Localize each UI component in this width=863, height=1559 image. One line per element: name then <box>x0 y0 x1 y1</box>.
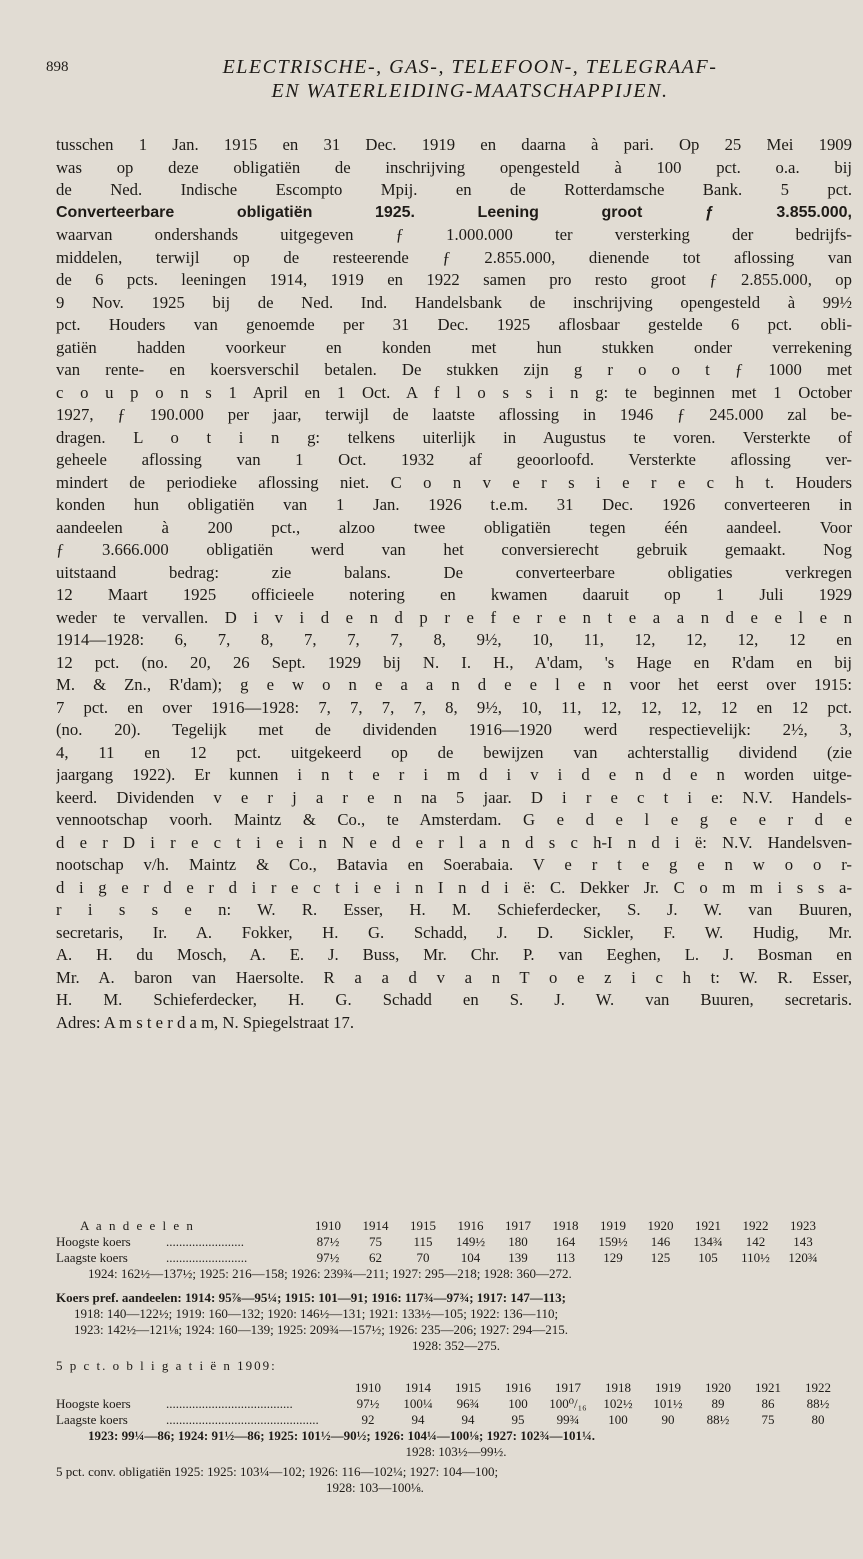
body-line: r i s s e n: W. R. Esser, H. M. Schieferdecker, S. J. W. van Buuren, <box>56 900 852 919</box>
bonds-note-1: 1923: 99¼—86; 1924: 91½—86; 1925: 101½—90½; 1926: 104¼—100⅛; 1927: 102¾—101¼. <box>88 1428 595 1443</box>
body-line: gatiën hadden voorkeur en konden met hun stukken onder verrekening <box>56 337 852 357</box>
table-cell: 1921 <box>695 1218 721 1233</box>
pref-line-4: 1928: 352—275. <box>411 1338 501 1353</box>
table-cell: 1910 <box>315 1218 341 1233</box>
body-line: jaargang 1922). Er kunnen i n t e r i m d i v i d e n d e n worden uitge- <box>56 765 852 784</box>
conv-line-2: 1928: 103—100⅛. <box>326 1480 424 1495</box>
table-cell: 139 <box>508 1250 528 1265</box>
shares-high-label: Hoogste koers <box>56 1234 131 1249</box>
bonds-low-row <box>56 1412 856 1428</box>
conv-line-1 <box>56 1464 856 1480</box>
table-cell: 101½ <box>653 1396 683 1411</box>
bonds-1909-title: 5 p c t. o b l i g a t i ë n 1909: <box>56 1358 277 1373</box>
table-cell: 100 <box>608 1412 628 1427</box>
table-cell: 95 <box>511 1412 525 1427</box>
pref-line-0 <box>56 1290 856 1306</box>
body-line: c o u p o n s 1 April en 1 Oct. A f l o s s i n g: te beginnen met 1 October <box>56 382 852 402</box>
pref-line-1: 1914: 95⅞—95¼; 1915: 101—91; 1916: 117¾—97¾; 1917: 147—113; <box>185 1290 566 1305</box>
shares-label: A a n d e e l e n <box>80 1218 195 1233</box>
table-cell: 1920 <box>705 1380 731 1395</box>
table-cell: 1918 <box>552 1218 579 1233</box>
pref-title: Koers pref. aandeelen: <box>56 1290 182 1305</box>
bonds-note-2: 1928: 103½—99½. <box>405 1444 507 1459</box>
table-cell: 88½ <box>806 1396 830 1411</box>
body-line: d i g e r d e r d i r e c t i e i n I n d i ë: C. Dekker Jr. C o m m i s s a- <box>56 877 852 897</box>
body-line: aandeelen à 200 pct., alzoo twee obligatiën tegen één aandeel. Voor <box>56 517 852 537</box>
body-line: M. & Zn., R'dam); g e w o n e a a n d e e l e n voor het eerst over 1915: <box>56 675 852 694</box>
body-line: 7 pct. en over 1916—1928: 7, 7, 7, 7, 8, 9½, 10, 11, 12, 12, 12, 12 en 12 pct. <box>56 697 852 717</box>
leader-dots: ........................ <box>166 1234 244 1249</box>
body-line: nootschap v/h. Maintz & Co., Batavia en Soerabaia. V e r t e g e n w o o r- <box>56 855 852 874</box>
table-cell: 94 <box>461 1412 475 1427</box>
table-cell: 86 <box>761 1396 775 1411</box>
table-cell: 1922 <box>742 1218 769 1233</box>
table-cell: 97½ <box>316 1250 340 1265</box>
table-cell: 1915 <box>455 1380 481 1395</box>
table-cell: 104 <box>460 1250 481 1265</box>
table-cell: 99¾ <box>556 1412 580 1427</box>
body-line: secretaris, Ir. A. Fokker, H. G. Schadd, J. D. Sickler, F. W. Hudig, Mr. <box>56 922 852 942</box>
table-cell: 1917 <box>555 1380 581 1395</box>
table-cell: 120¾ <box>788 1250 818 1265</box>
body-line: keerd. Dividenden v e r j a r e n na 5 jaar. D i r e c t i e: N.V. Handels- <box>56 787 852 807</box>
body-line: A. H. du Mosch, A. E. J. Buss, Mr. Chr. P. van Eeghen, L. J. Bosman en <box>56 945 852 964</box>
price-tables <box>56 1218 856 1496</box>
conv-values: 1925: 103¼—102; 1926: 116—102¼; 1927: 104—100; <box>207 1464 499 1479</box>
leader-dots: ............................................... <box>166 1412 319 1427</box>
body-line: 1914—1928: 6, 7, 8, 7, 7, 7, 8, 9½, 10, 11, 12, 12, 12, 12 en <box>56 630 852 649</box>
bonds-high-row <box>56 1396 856 1412</box>
conv-title: 5 pct. conv. obligatiën 1925: <box>56 1464 204 1479</box>
page-number: 898 <box>46 59 69 75</box>
table-cell: 1914 <box>405 1380 431 1395</box>
body-line: 9 Nov. 1925 bij de Ned. Ind. Handelsbank de inschrijving opengesteld à 99½ <box>56 292 852 312</box>
table-cell: 115 <box>413 1234 433 1249</box>
body-line: tusschen 1 Jan. 1915 en 31 Dec. 1919 en daarna à pari. Op 25 Mei 1909 <box>56 135 852 154</box>
table-cell: 100⁰/₁₆ <box>549 1396 587 1411</box>
body-line: Adres: A m s t e r d a m, N. Spiegelstraat 17. <box>56 1012 355 1032</box>
table-cell: 1923 <box>790 1218 816 1233</box>
pref-line-2: 1918: 140—122½; 1919: 160—132; 1920: 146½—131; 1921: 133½—105; 1922: 136—110; <box>74 1306 559 1321</box>
body-line: middelen, terwijl op de resteerende ƒ 2.855.000, dienende tot aflossing van <box>56 247 852 267</box>
table-cell: 75 <box>369 1234 382 1249</box>
table-cell: 142 <box>745 1234 766 1249</box>
shares-low-label: Laagste koers <box>56 1250 128 1265</box>
body-line: 12 Maart 1925 officieele notering en kwamen daaruit op 1 Juli 1929 <box>56 585 852 604</box>
table-cell: 110½ <box>741 1250 770 1265</box>
table-cell: 1917 <box>505 1218 531 1233</box>
table-cell: 113 <box>555 1250 576 1265</box>
leader-dots: ......................... <box>166 1250 248 1265</box>
bonds-year-row <box>56 1380 856 1396</box>
bonds-high-label: Hoogste koers <box>56 1396 131 1411</box>
table-cell: 164 <box>555 1234 576 1249</box>
body-line: uitstaand bedrag: zie balans. De converteerbare obligaties verkregen <box>56 562 852 582</box>
table-cell: 88½ <box>706 1412 730 1427</box>
body-line: van rente- en koersverschil betalen. De stukken zijn g r o o t ƒ 1000 met <box>56 360 852 379</box>
table-cell: 143 <box>793 1234 813 1249</box>
header-title-line-2: EN WATERLEIDING-MAATSCHAPPIJEN. <box>271 80 669 102</box>
body-line: 1927, ƒ 190.000 per jaar, terwijl de laatste aflossing in 1946 ƒ 245.000 zal be- <box>56 405 852 424</box>
table-cell: 1916 <box>457 1218 484 1233</box>
body-line: dragen. L o t i n g: telkens uiterlijk in Augustus te voren. Versterkte of <box>56 427 852 447</box>
table-cell: 97½ <box>356 1396 380 1411</box>
body-line: 4, 11 en 12 pct. uitgekeerd op de bewijzen van achterstallig dividend (zie <box>56 742 852 762</box>
table-cell: 1921 <box>755 1380 781 1395</box>
pref-line-3: 1923: 142½—121⅛; 1924: 160—139; 1925: 209¾—157½; 1926: 235—206; 1927: 294—215. <box>74 1322 569 1337</box>
body-line: de 6 pcts. leeningen 1914, 1919 en 1922 samen pro resto groot ƒ 2.855.000, op <box>56 270 852 289</box>
header-title-line-1: ELECTRISCHE-, GAS-, TELEFOON-, TELEGRAAF- <box>222 56 718 78</box>
body-line: pct. Houders van genoemde per 31 Dec. 1925 aflosbaar gestelde 6 pct. obli- <box>56 315 852 334</box>
table-cell: 1919 <box>655 1380 681 1395</box>
body-line: d e r D i r e c t i e i n N e d e r l a n d s c h-I n d i ë: N.V. Handelsven- <box>56 832 852 852</box>
body-line: 12 pct. (no. 20, 26 Sept. 1929 bij N. I. H., A'dam, 's Hage en R'dam en bij <box>56 652 852 672</box>
table-cell: 96¾ <box>456 1396 480 1411</box>
table-cell: 159½ <box>598 1234 628 1249</box>
bonds-low-label: Laagste koers <box>56 1412 128 1427</box>
table-cell: 149½ <box>455 1234 486 1249</box>
body-line: mindert de periodieke aflossing niet. C o n v e r s i e r e c h t. Houders <box>56 472 852 492</box>
table-cell: 180 <box>508 1234 528 1249</box>
table-cell: 1918 <box>605 1380 631 1395</box>
table-cell: 146 <box>650 1234 671 1249</box>
table-cell: 75 <box>761 1412 775 1427</box>
body-line: ƒ 3.666.000 obligatiën werd van het conversierecht gebruik gemaakt. Nog <box>56 540 852 559</box>
body-text <box>56 134 852 1034</box>
body-line: vennootschap voorh. Maintz & Co., te Amsterdam. G e d e l e g e e r d e <box>56 810 852 829</box>
table-cell: 105 <box>698 1250 718 1265</box>
table-cell: 1916 <box>505 1380 531 1395</box>
table-cell: 90 <box>661 1412 675 1427</box>
table-cell: 100 <box>508 1396 528 1411</box>
table-cell: 125 <box>650 1250 671 1265</box>
table-cell: 89 <box>711 1396 725 1411</box>
table-cell: 1914 <box>362 1218 389 1233</box>
table-cell: 92 <box>361 1412 375 1427</box>
table-cell: 1922 <box>805 1380 831 1395</box>
body-line: weder te vervallen. D i v i d e n d p r e f e r e n t e a a n d e e l e n <box>56 607 852 627</box>
table-cell: 80 <box>811 1412 825 1427</box>
page-header <box>0 55 863 115</box>
table-cell: 129 <box>603 1250 623 1265</box>
table-cell: 102½ <box>603 1396 633 1411</box>
shares-high-row <box>56 1234 856 1250</box>
body-line: Mr. A. baron van Haersolte. R a a d v a n T o e z i c h t: W. R. Esser, <box>56 967 852 987</box>
body-line: konden hun obligatiën van 1 Jan. 1926 t.e.m. 31 Dec. 1926 converteeren in <box>56 495 852 514</box>
table-cell: 1919 <box>600 1218 626 1233</box>
body-line: (no. 20). Tegelijk met de dividenden 1916—1920 werd respectievelijk: 2½, 3, <box>56 720 852 739</box>
body-line: Converteerbare obligatiën 1925. Leening groot ƒ 3.855.000, <box>56 203 852 221</box>
body-line: de Ned. Indische Escompto Mpij. en de Rotterdamsche Bank. 5 pct. <box>56 180 852 199</box>
table-cell: 94 <box>411 1412 425 1427</box>
table-cell: 87½ <box>316 1234 340 1249</box>
table-cell: 1915 <box>410 1218 436 1233</box>
table-cell: 134¾ <box>693 1234 723 1249</box>
leader-dots: ....................................... <box>166 1396 293 1411</box>
table-cell: 1920 <box>647 1218 674 1233</box>
shares-year-row <box>56 1218 856 1234</box>
body-line: H. M. Schieferdecker, H. G. Schadd en S. J. W. van Buuren, secretaris. <box>56 990 852 1009</box>
body-line: geheele aflossing van 1 Oct. 1932 af geoorloofd. Versterkte aflossing ver- <box>56 450 852 469</box>
body-line: was op deze obligatiën de inschrijving opengesteld à 100 pct. o.a. bij <box>56 157 852 177</box>
table-cell: 1910 <box>355 1380 381 1395</box>
body-line: waarvan ondershands uitgegeven ƒ 1.000.000 ter versterking der bedrijfs- <box>56 225 852 244</box>
shares-note: 1924: 162½—137½; 1925: 216—158; 1926: 239¾—211; 1927: 295—218; 1928: 360—272. <box>88 1266 572 1281</box>
table-cell: 62 <box>369 1250 382 1265</box>
shares-low-row <box>56 1250 856 1266</box>
table-cell: 100¼ <box>403 1396 433 1411</box>
table-cell: 70 <box>416 1250 430 1265</box>
